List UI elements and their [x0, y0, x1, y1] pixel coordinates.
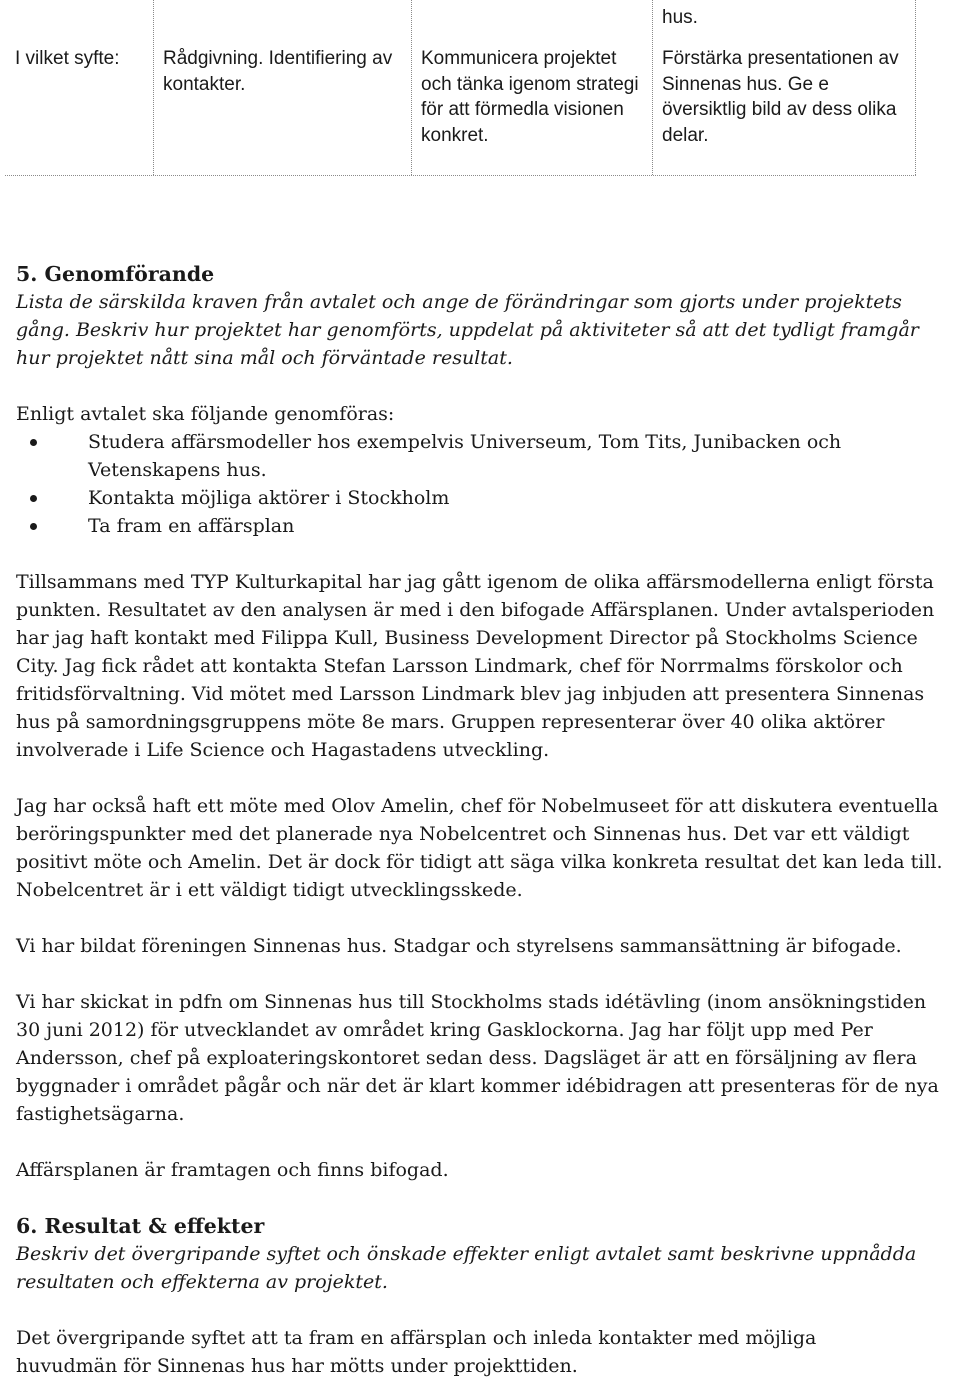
list-item: Kontakta möjliga aktörer i Stockholm: [88, 484, 956, 512]
section-6-heading: 6. Resultat & effekter: [16, 1214, 265, 1238]
purpose-table: [5, 0, 916, 176]
requirements-list: [16, 428, 956, 540]
table-bottom-border: [5, 175, 916, 176]
list-item: Ta fram en affärsplan: [88, 512, 956, 540]
paragraph: Jag har också haft ett möte med Olov Amelin, chef för Nobelmuseet för att diskutera eventuella beröringspunkter med det planerade nya Nobelcentret och Sinnenas hus. Det var ett väldigt positivt möte och Amelin. Det är dock för tidigt att säga vilka konkreta resultat det kan leda till. Nobelcentret är i ett väldigt tidigt utvecklingsskede.: [16, 795, 943, 901]
paragraph: Vi har skickat in pdfn om Sinnenas hus till Stockholms stads idétävling (inom ansökningstiden 30 juni 2012) för utvecklandet av området kring Gasklockorna. Jag har följt upp med Per Andersson, chef på exploateringskontoret sedan dess. Dagsläget är att en försäljning av flera byggnader i området pågår och när det är klart kommer idébidragen att presenteras för de nya fastighetsägarna.: [16, 991, 939, 1125]
paragraph: Tillsammans med TYP Kulturkapital har jag gått igenom de olika affärsmodellerna enligt första punkten. Resultatet av den analysen är med i den bifogade Affärsplanen. Under avtalsperioden har jag haft kontakt med Filippa Kull, Business Development Director på Stockholms Science City. Jag fick rådet att kontakta Stefan Larsson Lindmark, chef för Norrmalms förskolor och fritidsförvaltning. Vid mötet med Larsson Lindmark blev jag inbjuden att presentera Sinnenas hus på samordningsgruppens möte 8e mars. Gruppen representerar över 40 olika aktörer involverade i Life Science och Hagastadens utveckling.: [16, 571, 935, 761]
section-5-instruction: Lista de särskilda kraven från avtalet och ange de förändringar som gjorts under projektets gång. Beskriv hur projektet har genomförts, uppdelat på aktiviteter så att det tydligt framgår hur projektet nått sina mål och förväntade resultat.: [16, 291, 919, 369]
document-body: [16, 260, 956, 1380]
paragraph: Det övergripande syftet att ta fram en affärsplan och inleda kontakter med möjliga huvudmän för Sinnenas hus har mötts under projekttiden.: [16, 1327, 817, 1377]
section-5-intro: Enligt avtalet ska följande genomföras:: [16, 403, 395, 425]
table-cell-advice: Rådgivning. Identifiering av kontakter.: [163, 48, 393, 95]
section-5-heading: 5. Genomförande: [16, 262, 215, 286]
table-divider: [652, 0, 653, 175]
section-6-instruction: Beskriv det övergripande syftet och önskade effekter enligt avtalet samt beskrivne uppnådda resultaten och effekterna av projektet.: [16, 1243, 917, 1293]
list-item: Studera affärsmodeller hos exempelvis Universeum, Tom Tits, Junibacken och Vetenskapens hus.: [88, 428, 888, 484]
paragraph: Affärsplanen är framtagen och finns bifogad.: [16, 1159, 449, 1181]
table-divider: [915, 0, 916, 175]
table-carryover-text: hus.: [662, 7, 698, 28]
paragraph: Vi har bildat föreningen Sinnenas hus. Stadgar och styrelsens sammansättning är bifogade.: [16, 935, 902, 957]
table-divider: [153, 0, 154, 175]
table-cell-communicate: Kommunicera projektet och tänka igenom strategi för att förmedla visionen konkret.: [421, 48, 639, 146]
table-cell-presentation: Förstärka presentationen av Sinnenas hus. Ge e översiktlig bild av dess olika delar.: [662, 48, 899, 146]
table-label-cell: I vilket syfte:: [15, 48, 120, 69]
table-divider: [411, 0, 412, 175]
